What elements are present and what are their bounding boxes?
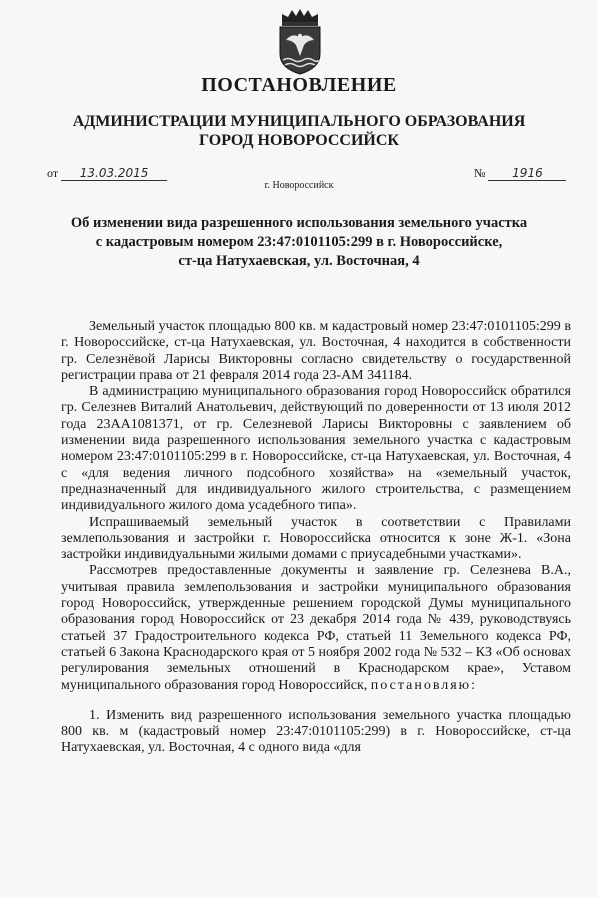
paragraph-grounds [61,563,571,693]
subject-line-2: с кадастровым номером 23:47:0101105:299 в г. Новороссийске, [95,234,503,250]
paragraph-application: В администрацию муниципального образования город Новороссийск обратился гр. Селезнев Виталий Анатольевич, действующий по доверенности от 13 июля 2012 года 23АА1081371, от гр. Селезневой Ларисы Викторовны с заявлением об изменении вида разрешенного использования земельного участка с кадастровым номером 23:47:0101105:299 в г. Новороссийске, ст-ца Натухаевская, ул. Восточная, 4 с «для ведения личного подсобного хозяйства» на «земельный участок, предназначенный для индивидуального жилого строительства, с размещением индивидуального жилого дома усадебного типа». [61,384,571,514]
issuing-authority [0,112,598,150]
date-field [47,166,167,181]
document-subject [0,214,598,271]
subject-line-3: ст-ца Натухаевская, ул. Восточная, 4 [178,253,420,269]
authority-line-2: ГОРОД НОВОРОССИЙСК [198,132,400,149]
paragraph-zoning: Испрашиваемый земельный участок в соответствии с Правилами землепользования и застройки г. Новороссийска относится к зоне Ж-1. «Зона застройки индивидуальными жилыми домами с приусадебными участками». [61,514,571,563]
document-body [61,319,571,757]
city-label: г. Новороссийск [264,180,334,191]
grounds-text: Рассмотрев предоставленные документы и заявление гр. Селезнева В.А., учитывая правила землепользования и застройки муниципального образования город Новороссийск, утвержденные решением городской Думы муниципального образования город Новороссийск от 23 декабря 2014 года № 439, руководствуясь статьей 37 Градостроительного кодекса РФ, статьей 11 Земельного кодекса РФ, статьей 6 Закона Краснодарского края от 5 ноября 2002 года № 532 – КЗ «Об основах регулирования земельных отношений в Краснодарском крае», Уставом муниципального образования город Новороссийск, [61,563,571,693]
decree-item-1: 1. Изменить вид разрешенного использования земельного участка площадью 800 кв. м (кадастровый номер 23:47:0101105:299) в г. Новороссийске, ст-ца Натухаевская, ул. Восточная, 4 с одного вида «для [61,707,571,756]
number-field [474,166,566,181]
number-prefix: № [474,166,486,180]
decree-word: постановляю: [370,677,478,693]
coat-of-arms-emblem [274,8,326,76]
date-prefix: от [47,166,59,180]
document-title: ПОСТАНОВЛЕНИЕ [201,74,397,96]
authority-line-1: АДМИНИСТРАЦИИ МУНИЦИПАЛЬНОГО ОБРАЗОВАНИЯ [72,113,526,130]
paragraph-ownership: Земельный участок площадью 800 кв. м кадастровый номер 23:47:0101105:299 в г. Новороссийске, ст-ца Натухаевская, ул. Восточная, 4 находится в собственности гр. Селезнёвой Ларисы Викторовны согласно свидетельству о государственной регистрации права от 21 февраля 2014 года 23-АМ 341184. [61,319,571,383]
handwritten-date: 13.03.2015 [61,166,167,181]
handwritten-number: 1916 [488,166,566,181]
subject-line-1: Об изменении вида разрешенного использования земельного участка [70,215,528,231]
